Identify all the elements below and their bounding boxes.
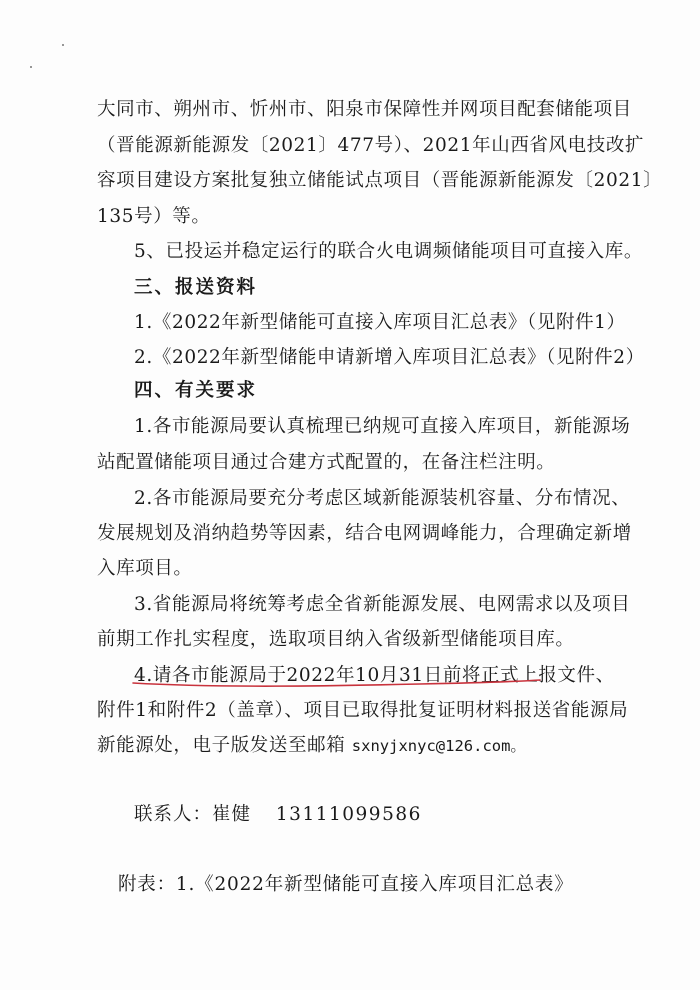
section-heading-requirements: 四、有关要求 — [134, 380, 258, 401]
paragraph-line: 前期工作扎实程度，选取项目纳入省级新型储能项目库。 — [97, 629, 575, 650]
section-heading-materials: 三、报送资料 — [134, 277, 258, 298]
contact-phone: 13111099586 — [275, 804, 422, 825]
list-item: 2.《2022年新型储能申请新增入库项目汇总表》（见附件2） — [134, 347, 645, 368]
paragraph-line: 3.省能源局将统筹考虑全省新能源发展、电网需求以及项目 — [134, 594, 631, 615]
paragraph-line: 1.各市能源局要认真梳理已纳规可直接入库项目，新能源场 — [134, 416, 631, 437]
email-address: sxnyjxnyc@126.com。 — [351, 737, 526, 755]
paragraph-line: 发展规划及消纳趋势等因素，结合电网调峰能力，合理确定新增 — [97, 523, 632, 544]
paragraph-line: 站配置储能项目通过合建方式配置的，在备注栏注明。 — [97, 452, 556, 473]
paragraph-line: 5、已投运并稳定运行的联合火电调频储能项目可直接入库。 — [134, 241, 643, 262]
paragraph-line: 入库项目。 — [97, 558, 193, 579]
paragraph-line: （晋能源新能源发〔2021〕477号）、2021年山西省风电技改扩 — [97, 135, 645, 156]
paragraph-line — [0, 734, 700, 758]
paragraph-line: 附件1和附件2（盖章）、项目已取得批复证明材料报送省能源局 — [97, 700, 629, 721]
paragraph-line: 大同市、朔州市、忻州市、阳泉市保障性并网项目配套储能项目 — [97, 99, 632, 120]
submission-text: 新能源处，电子版发送至邮箱 — [97, 735, 346, 756]
scan-speck — [62, 44, 64, 46]
paragraph-line: 2.各市能源局要充分考虑区域新能源装机容量、分布情况、 — [134, 488, 631, 509]
attachment-line: 附表：1.《2022年新型储能可直接入库项目汇总表》 — [118, 874, 574, 895]
scan-speck — [30, 66, 32, 68]
paragraph-line: 容项目建设方案批复独立储能试点项目（晋能源新能源发〔2021〕 — [97, 170, 663, 191]
contact-line — [0, 803, 700, 827]
list-item: 1.《2022年新型储能可直接入库项目汇总表》（见附件1） — [134, 312, 626, 333]
contact-label: 联系人：崔健 — [134, 804, 252, 825]
deadline-line: 4.请各市能源局于2022年10月31日前将正式上报文件、 — [134, 665, 615, 686]
paragraph-line: 135号）等。 — [97, 206, 211, 227]
